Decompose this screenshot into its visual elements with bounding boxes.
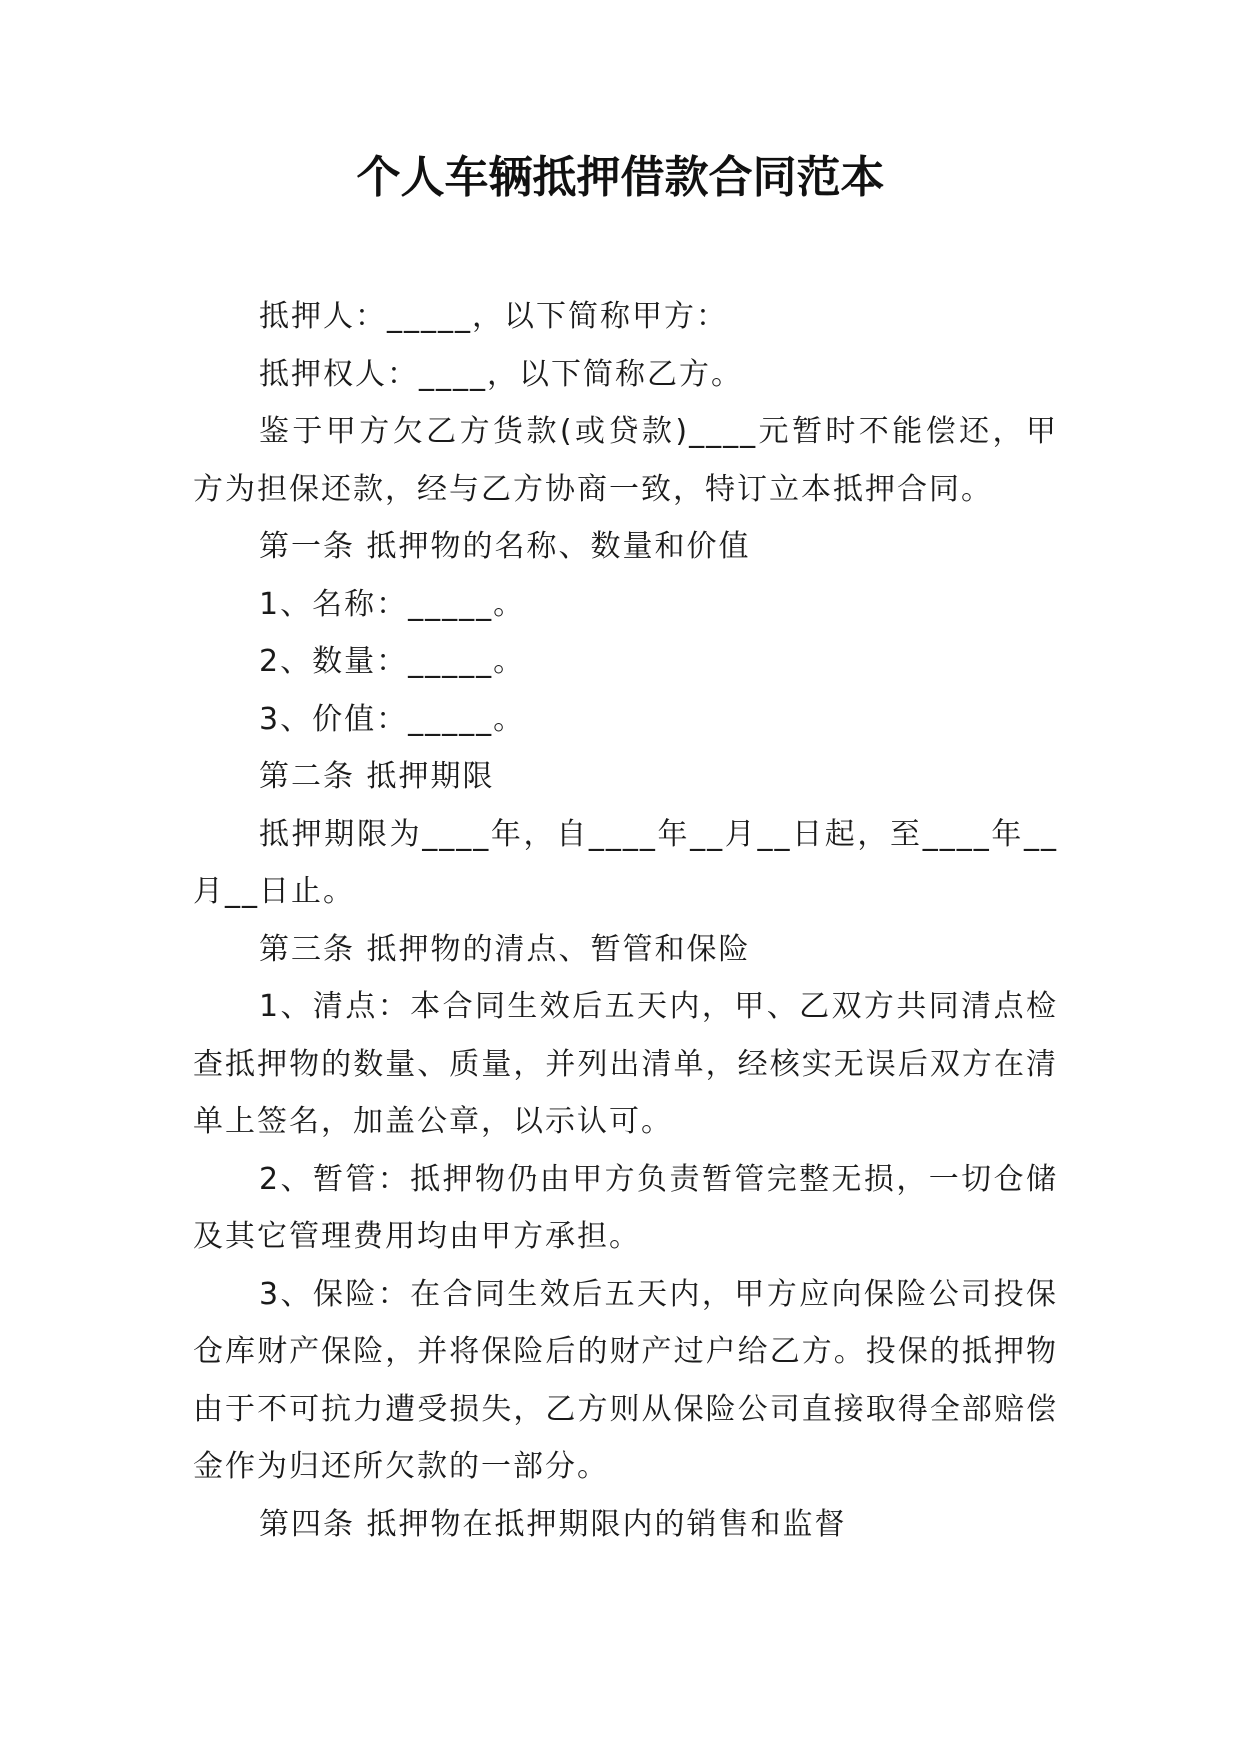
article-3-heading: 第三条 抵押物的清点、暂管和保险: [259, 931, 751, 967]
party-b-line: 抵押权人：____，以下简称乙方。: [259, 356, 743, 392]
article-3-insurance-paragraph: 3、保险：在合同生效后五天内，甲方应向保险公司投保仓库财产保险，并将保险后的财产过户给乙方。投保的抵押物由于不可抗力遭受损失，乙方则从保险公司直接取得全部赔偿金作为归还所欠款的一部分。: [193, 1276, 1058, 1484]
party-a-line: 抵押人：_____，以下简称甲方：: [259, 299, 728, 334]
preamble-paragraph: 鉴于甲方欠乙方货款(或贷款)____元暂时不能偿还，甲方为担保还款，经与乙方协商一致，特订立本抵押合同。: [193, 414, 1058, 507]
article-1-heading: 第一条 抵押物的名称、数量和价值: [259, 529, 751, 564]
document-body: [193, 288, 1058, 1553]
article-1-item-name: 1、名称：_____。: [259, 586, 526, 622]
article-1-item-quantity: 2、数量：_____。: [259, 644, 526, 679]
article-2-heading: 第二条 抵押期限: [259, 759, 495, 794]
article-2-term-paragraph: 抵押期限为____年，自____年__月__日起，至____年__月__日止。: [193, 816, 1058, 909]
article-1-item-value: 3、价值：_____。: [259, 701, 526, 737]
article-3-inventory-paragraph: 1、清点：本合同生效后五天内，甲、乙双方共同清点检查抵押物的数量、质量，并列出清单，经核实无误后双方在清单上签名，加盖公章，以示认可。: [193, 989, 1058, 1139]
article-4-heading: 第四条 抵押物在抵押期限内的销售和监督: [259, 1506, 847, 1542]
document-title: 个人车辆抵押借款合同范本: [356, 152, 885, 203]
article-3-custody-paragraph: 2、暂管：抵押物仍由甲方负责暂管完整无损，一切仓储及其它管理费用均由甲方承担。: [193, 1161, 1058, 1254]
